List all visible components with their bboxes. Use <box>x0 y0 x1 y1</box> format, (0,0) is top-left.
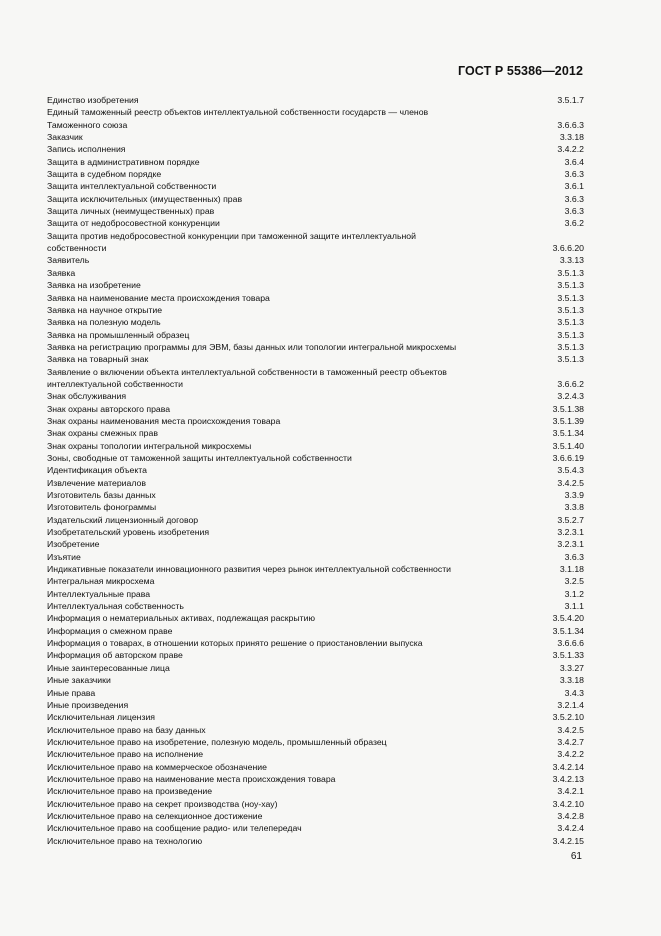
index-reference: 3.5.1.3 <box>557 354 584 365</box>
index-entry <box>47 279 584 291</box>
index-term-line: Интеллектуальная собственность <box>47 601 184 612</box>
index-entry <box>47 501 584 513</box>
index-reference: 3.4.2.7 <box>557 736 584 747</box>
index-term-line: Исключительное право на технологию <box>47 835 203 846</box>
alphabetical-index <box>47 94 584 847</box>
index-reference: 3.1.18 <box>559 564 584 575</box>
index-entry <box>47 156 584 168</box>
index-term-line: Знак охраны авторского права <box>47 403 171 414</box>
index-reference: 3.4.2.1 <box>557 786 584 797</box>
index-reference: 3.5.2.7 <box>557 514 584 525</box>
index-term <box>47 588 565 600</box>
index-entry <box>47 662 584 674</box>
index-term <box>47 205 565 217</box>
index-term-line: Информация о товарах, в отношении которых принято решение о приостановлении выпуска <box>47 638 423 649</box>
index-entry <box>47 143 584 155</box>
index-term-line: Заказчик <box>47 132 83 143</box>
index-reference: 3.4.2.13 <box>552 773 584 784</box>
index-term <box>47 143 557 155</box>
index-entry <box>47 674 584 686</box>
index-term <box>47 748 557 760</box>
index-entry <box>47 180 584 192</box>
index-term <box>47 180 565 192</box>
index-term-line: Исключительное право на селекционное достижение <box>47 810 263 821</box>
index-term <box>47 304 557 316</box>
index-entry <box>47 353 584 365</box>
index-term-line: Заявка на полезную модель <box>47 317 161 328</box>
index-term-line: Идентификация объекта <box>47 465 147 476</box>
index-reference: 3.3.27 <box>559 662 584 673</box>
index-entry <box>47 798 584 810</box>
index-term <box>47 489 565 501</box>
index-term <box>47 526 557 538</box>
index-term <box>47 822 557 834</box>
index-reference: 3.5.1.7 <box>557 95 584 105</box>
index-entry <box>47 551 584 563</box>
index-term-line: Защита личных (неимущественных) прав <box>47 206 215 217</box>
index-reference: 3.6.6.2 <box>557 378 584 389</box>
index-term-line: Знак охраны топологии интегральной микросхемы <box>47 440 252 451</box>
index-reference: 3.5.4.3 <box>557 465 584 476</box>
index-term <box>47 810 557 822</box>
index-reference: 3.3.18 <box>559 132 584 143</box>
index-term-line: Исключительное право на сообщение радио- или телепередач <box>47 823 302 834</box>
index-term-line: Информация о смежном праве <box>47 625 173 636</box>
index-entry <box>47 724 584 736</box>
index-term-line: Иные произведения <box>47 699 129 710</box>
index-term <box>47 724 557 736</box>
index-reference: 3.2.1.4 <box>557 699 584 710</box>
index-entry <box>47 205 584 217</box>
index-reference: 3.2.4.3 <box>557 391 584 402</box>
index-entry <box>47 822 584 834</box>
index-term-line: Изобретение <box>47 539 100 550</box>
index-term-line: Зоны, свободные от таможенной защиты интеллектуальной собственности <box>47 452 352 463</box>
index-reference: 3.5.1.3 <box>557 280 584 291</box>
index-term <box>47 440 553 452</box>
index-term-line: Исключительное право на изобретение, полезную модель, промышленный образец <box>47 736 387 747</box>
index-term-line: Информация о нематериальных активах, подлежащая раскрытию <box>47 613 315 624</box>
index-reference: 3.5.1.3 <box>557 341 584 352</box>
index-term <box>47 156 565 168</box>
index-reference: 3.5.1.39 <box>552 415 584 426</box>
index-entry <box>47 526 584 538</box>
index-term-line: Извлечение материалов <box>47 477 146 488</box>
index-entry <box>47 773 584 785</box>
index-term <box>47 551 565 563</box>
index-term <box>47 575 565 587</box>
index-reference: 3.4.2.15 <box>552 835 584 846</box>
index-term-line: Исключительное право на коммерческое обозначение <box>47 761 267 772</box>
index-reference: 3.6.3 <box>564 169 584 180</box>
index-reference: 3.1.2 <box>564 588 584 599</box>
index-reference: 3.5.1.3 <box>557 304 584 315</box>
index-term-line: Таможенного союза <box>47 119 128 130</box>
index-term-line: Заявка на изобретение <box>47 280 141 291</box>
index-entry <box>47 304 584 316</box>
index-reference: 3.4.2.8 <box>557 810 584 821</box>
index-entry <box>47 477 584 489</box>
index-entry <box>47 699 584 711</box>
index-term <box>47 230 553 255</box>
index-reference: 3.5.1.3 <box>557 267 584 278</box>
index-term <box>47 427 553 439</box>
index-term-line: Защита в административном порядке <box>47 156 200 167</box>
index-term <box>47 415 553 427</box>
index-entry <box>47 217 584 229</box>
index-term-line: Защита интеллектуальной собственности <box>47 181 217 192</box>
index-entry <box>47 649 584 661</box>
index-term <box>47 464 557 476</box>
index-term-line: Изобретательский уровень изобретения <box>47 527 210 538</box>
index-term <box>47 699 557 711</box>
index-term-line: Заявка на научное открытие <box>47 304 163 315</box>
index-term <box>47 563 560 575</box>
index-entry <box>47 464 584 476</box>
index-entry <box>47 193 584 205</box>
index-entry <box>47 230 584 255</box>
index-entry <box>47 612 584 624</box>
index-entry <box>47 785 584 797</box>
standard-designation: ГОСТ Р 55386—2012 <box>457 64 583 78</box>
index-entry <box>47 514 584 526</box>
index-reference: 3.4.2.2 <box>557 144 584 155</box>
index-term <box>47 637 557 649</box>
index-term-line: Заявка <box>47 267 76 278</box>
index-reference: 3.6.6.19 <box>552 452 584 463</box>
index-reference: 3.5.1.34 <box>552 625 584 636</box>
index-reference: 3.4.2.14 <box>552 761 584 772</box>
index-entry <box>47 563 584 575</box>
index-entry <box>47 538 584 550</box>
index-term-line: Индикативные показатели инновационного развития через рынок интеллектуальной собственности <box>47 564 452 575</box>
index-term <box>47 687 565 699</box>
index-term <box>47 254 560 266</box>
index-entry <box>47 637 584 649</box>
index-reference: 3.5.1.38 <box>552 403 584 414</box>
index-entry <box>47 415 584 427</box>
index-term <box>47 94 557 106</box>
index-reference: 3.4.2.10 <box>552 798 584 809</box>
index-reference: 3.1.1 <box>564 601 584 612</box>
index-term <box>47 131 560 143</box>
index-reference: 3.6.2 <box>564 218 584 229</box>
index-entry <box>47 403 584 415</box>
index-reference: 3.4.2.5 <box>557 477 584 488</box>
index-term-line: Защита исключительных (имущественных) прав <box>47 193 243 204</box>
index-term <box>47 662 560 674</box>
index-entry <box>47 267 584 279</box>
index-reference: 3.2.5 <box>564 576 584 587</box>
index-term <box>47 538 557 550</box>
index-term-line: Запись исполнения <box>47 144 126 155</box>
index-term <box>47 267 557 279</box>
index-reference: 3.5.1.3 <box>557 317 584 328</box>
index-term-line: Исключительное право на базу данных <box>47 724 206 735</box>
index-term-line: Исключительное право на произведение <box>47 786 213 797</box>
index-entry <box>47 575 584 587</box>
index-term <box>47 353 557 365</box>
index-reference: 3.4.2.5 <box>557 724 584 735</box>
index-reference: 3.5.1.3 <box>557 292 584 303</box>
index-term <box>47 514 557 526</box>
index-term <box>47 736 557 748</box>
index-entry <box>47 168 584 180</box>
index-term <box>47 477 557 489</box>
index-term-line: Иные заинтересованные лица <box>47 662 170 673</box>
index-term-line: Заявка на регистрацию программы для ЭВМ, базы данных или топологии интегральной микросхемы <box>47 341 457 352</box>
index-reference: 3.2.3.1 <box>557 527 584 538</box>
index-term-line: Единый таможенный реестр объектов интеллектуальной собственности государств — членов <box>47 107 429 118</box>
index-term-line: Заявление о включении объекта интеллектуальной собственности в таможенный реестр объектов <box>47 366 447 377</box>
index-term-line: Иные заказчики <box>47 675 111 686</box>
index-reference: 3.4.3 <box>564 687 584 698</box>
index-entry <box>47 106 584 131</box>
index-term-line: Информация об авторском праве <box>47 650 183 661</box>
index-term <box>47 403 553 415</box>
index-term <box>47 785 557 797</box>
index-term-line: Заявка на наименование места происхождения товара <box>47 292 270 303</box>
index-term <box>47 329 557 341</box>
index-reference: 3.5.1.3 <box>557 329 584 340</box>
index-term-line: Единство изобретения <box>47 95 139 105</box>
index-entry <box>47 687 584 699</box>
index-term <box>47 390 557 402</box>
index-term <box>47 217 565 229</box>
index-term <box>47 798 553 810</box>
index-term-line: Знак охраны смежных прав <box>47 428 158 439</box>
index-term <box>47 612 553 624</box>
index-entry <box>47 427 584 439</box>
index-term <box>47 761 553 773</box>
index-entry <box>47 316 584 328</box>
index-term-line: Издательский лицензионный договор <box>47 514 199 525</box>
index-term <box>47 316 557 328</box>
index-term <box>47 106 557 131</box>
index-term <box>47 292 557 304</box>
index-term <box>47 452 553 464</box>
index-reference: 3.2.3.1 <box>557 539 584 550</box>
index-term-line: Исключительное право на наименование места происхождения товара <box>47 773 336 784</box>
index-entry <box>47 292 584 304</box>
index-reference: 3.5.1.33 <box>552 650 584 661</box>
index-entry <box>47 254 584 266</box>
index-term-line: Изготовитель фонограммы <box>47 502 157 513</box>
index-entry <box>47 600 584 612</box>
index-reference: 3.6.6.3 <box>557 119 584 130</box>
index-reference: 3.6.3 <box>564 193 584 204</box>
index-entry <box>47 736 584 748</box>
index-term-line: Заявка на промышленный образец <box>47 329 190 340</box>
index-entry <box>47 489 584 501</box>
index-term-line: Иные права <box>47 687 96 698</box>
index-term <box>47 649 553 661</box>
index-term-line: Исключительное право на секрет производства (ноу-хау) <box>47 798 278 809</box>
index-term <box>47 193 565 205</box>
index-reference: 3.6.6.6 <box>557 638 584 649</box>
index-reference: 3.4.2.2 <box>557 749 584 760</box>
index-term-line: Интеллектуальные права <box>47 588 151 599</box>
index-reference: 3.3.9 <box>564 490 584 500</box>
index-reference: 3.3.8 <box>564 502 584 513</box>
index-term <box>47 279 557 291</box>
index-entry <box>47 835 584 847</box>
index-reference: 3.5.4.20 <box>552 613 584 624</box>
index-reference: 3.5.2.10 <box>552 712 584 723</box>
index-term-line: Защита в судебном порядке <box>47 169 162 180</box>
page-number: 61 <box>570 851 582 862</box>
index-entry <box>47 390 584 402</box>
index-reference: 3.5.1.40 <box>552 440 584 451</box>
index-reference: 3.6.4 <box>564 156 584 167</box>
index-term <box>47 168 565 180</box>
index-entry <box>47 440 584 452</box>
index-reference: 3.6.1 <box>564 181 584 192</box>
index-term <box>47 366 557 391</box>
index-reference: 3.3.18 <box>559 675 584 686</box>
index-reference: 3.6.3 <box>564 206 584 217</box>
index-reference: 3.6.6.20 <box>552 243 584 254</box>
index-reference: 3.3.13 <box>559 255 584 266</box>
index-term <box>47 501 565 513</box>
index-entry <box>47 329 584 341</box>
index-term <box>47 835 553 847</box>
index-reference: 3.4.2.4 <box>557 823 584 834</box>
index-term-line: интеллектуальной собственности <box>47 378 184 389</box>
index-reference: 3.6.3 <box>564 551 584 562</box>
index-entry <box>47 711 584 723</box>
index-term <box>47 341 557 353</box>
index-term <box>47 711 553 723</box>
index-term-line: Исключительная лицензия <box>47 712 155 723</box>
index-term-line: Защита против недобросовестной конкуренции при таможенной защите интеллектуальной <box>47 230 416 241</box>
index-entry <box>47 452 584 464</box>
index-term-line: Знак обслуживания <box>47 391 127 402</box>
index-term-line: Изготовитель базы данных <box>47 490 156 500</box>
index-entry <box>47 625 584 637</box>
index-entry <box>47 810 584 822</box>
index-term-line: Заявка на товарный знак <box>47 354 149 365</box>
index-entry <box>47 341 584 353</box>
index-entry <box>47 761 584 773</box>
index-entry <box>47 131 584 143</box>
index-term-line: Исключительное право на исполнение <box>47 749 204 760</box>
index-term-line: Защита от недобросовестной конкуренции <box>47 218 220 229</box>
index-term-line: Заявитель <box>47 255 90 266</box>
index-term-line: Интегральная микросхема <box>47 576 155 587</box>
index-term <box>47 674 560 686</box>
index-term-line: Изъятие <box>47 551 81 562</box>
index-term <box>47 625 553 637</box>
index-term <box>47 773 553 785</box>
index-entry <box>47 94 584 106</box>
index-entry <box>47 588 584 600</box>
index-entry <box>47 748 584 760</box>
index-reference: 3.5.1.34 <box>552 428 584 439</box>
index-term-line: Знак охраны наименования места происхождения товара <box>47 415 281 426</box>
index-term-line: собственности <box>47 243 107 254</box>
index-entry <box>47 366 584 391</box>
index-term <box>47 600 565 612</box>
